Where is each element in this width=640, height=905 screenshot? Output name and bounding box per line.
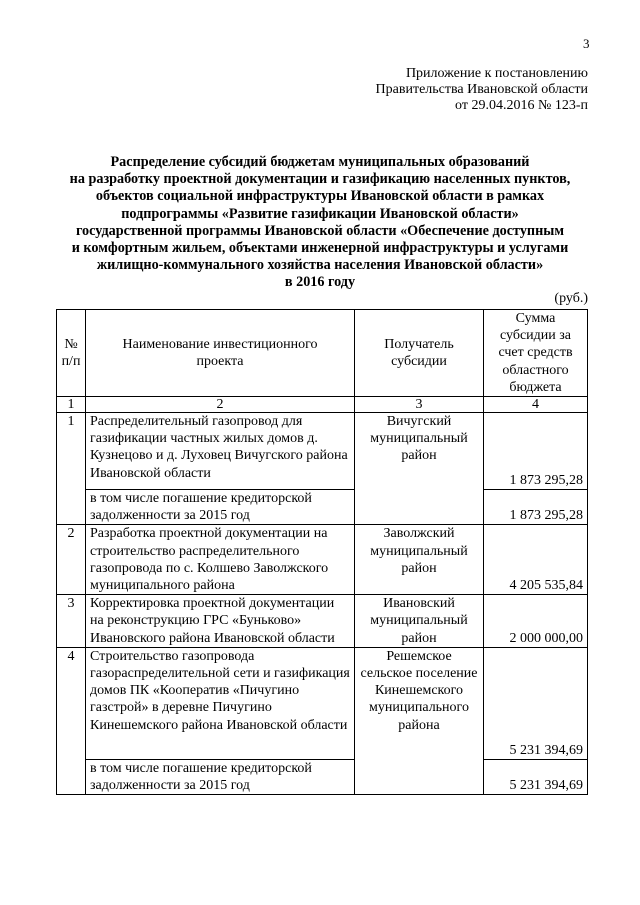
row-num: 4 bbox=[57, 647, 86, 794]
row-project-name: Строительство газопровода газораспределительной сети и газификация домов ПК «Кооператив «Пичугино газстрой» в деревне Пичугино Кинешемского района Ивановской области bbox=[86, 647, 355, 759]
appendix-line-1: Приложение к постановлению bbox=[405, 66, 588, 81]
row-sub-amount: 5 231 394,69 bbox=[484, 759, 588, 794]
header-project-name: Наименование инвестиционного проекта bbox=[86, 310, 355, 397]
header-recipient: Получатель субсидии bbox=[355, 310, 484, 397]
table-row bbox=[57, 595, 588, 648]
table-row bbox=[57, 525, 588, 595]
row-num: 2 bbox=[57, 525, 86, 595]
column-index-row bbox=[57, 397, 588, 413]
appendix-line-2: Правительства Ивановской области bbox=[375, 82, 588, 97]
row-project-name: Разработка проектной документации на строительство распределительного газопровода по с. Колшево Заволжского муниципального района bbox=[86, 525, 355, 595]
title-line-5: государственной программы Ивановской области «Обеспечение доступным bbox=[75, 222, 565, 239]
table-subrow bbox=[57, 490, 588, 525]
title-line-6: и комфортным жильем, объектами инженерной инфраструктуры и услугами bbox=[71, 240, 569, 257]
row-project-name: Распределительный газопровод для газификации частных жилых домов д. Кузнецово и д. Луховец Вичугского района Ивановской области bbox=[86, 413, 355, 490]
row-sub-name: в том числе погашение кредиторской задолженности за 2015 год bbox=[86, 759, 355, 794]
column-index: 3 bbox=[355, 397, 484, 413]
row-amount: 2 000 000,00 bbox=[484, 595, 588, 648]
row-num: 1 bbox=[57, 413, 86, 525]
row-amount: 4 205 535,84 bbox=[484, 525, 588, 595]
row-recipient: Решемское сельское поселение Кинешемского муниципального района bbox=[355, 647, 484, 794]
column-index: 1 bbox=[57, 397, 86, 413]
table-row bbox=[57, 647, 588, 759]
title-line-3: объектов социальной инфраструктуры Ивановской области в рамках bbox=[95, 188, 545, 205]
title-line-4: подпрограммы «Развитие газификации Ивановской области» bbox=[121, 205, 519, 222]
currency-note: (руб.) bbox=[554, 291, 588, 306]
appendix-note bbox=[376, 66, 588, 114]
page-number: 3 bbox=[583, 36, 590, 51]
header-num: № п/п bbox=[57, 310, 86, 397]
row-sub-name: в том числе погашение кредиторской задолженности за 2015 год bbox=[86, 490, 355, 525]
row-amount: 1 873 295,28 bbox=[484, 413, 588, 490]
row-recipient: Ивановский муниципальный район bbox=[355, 595, 484, 648]
row-project-name: Корректировка проектной документации на реконструкцию ГРС «Буньково» Ивановского района Ивановской области bbox=[86, 595, 355, 648]
row-amount: 5 231 394,69 bbox=[484, 647, 588, 759]
table-row bbox=[57, 413, 588, 490]
title-line-1: Распределение субсидий бюджетам муниципальных образований bbox=[110, 154, 530, 170]
title-line-7: жилищно-коммунального хозяйства населения Ивановской области» bbox=[96, 257, 544, 274]
title-line-8: в 2016 году bbox=[284, 274, 356, 291]
row-sub-amount: 1 873 295,28 bbox=[484, 490, 588, 525]
table-header-row bbox=[57, 310, 588, 397]
header-amount: Сумма субсидии за счет средств областного бюджета bbox=[484, 310, 588, 397]
column-index: 2 bbox=[86, 397, 355, 413]
row-num: 3 bbox=[57, 595, 86, 648]
column-index: 4 bbox=[484, 397, 588, 413]
row-recipient: Заволжский муниципальный район bbox=[355, 525, 484, 595]
row-recipient: Вичугский муниципальный район bbox=[355, 413, 484, 525]
table-subrow bbox=[57, 759, 588, 794]
title-line-2: на разработку проектной документации и газификацию населенных пунктов, bbox=[69, 171, 571, 188]
document-title bbox=[40, 154, 600, 292]
subsidy-table bbox=[56, 309, 588, 795]
appendix-line-3: от 29.04.2016 № 123-п bbox=[455, 98, 588, 113]
